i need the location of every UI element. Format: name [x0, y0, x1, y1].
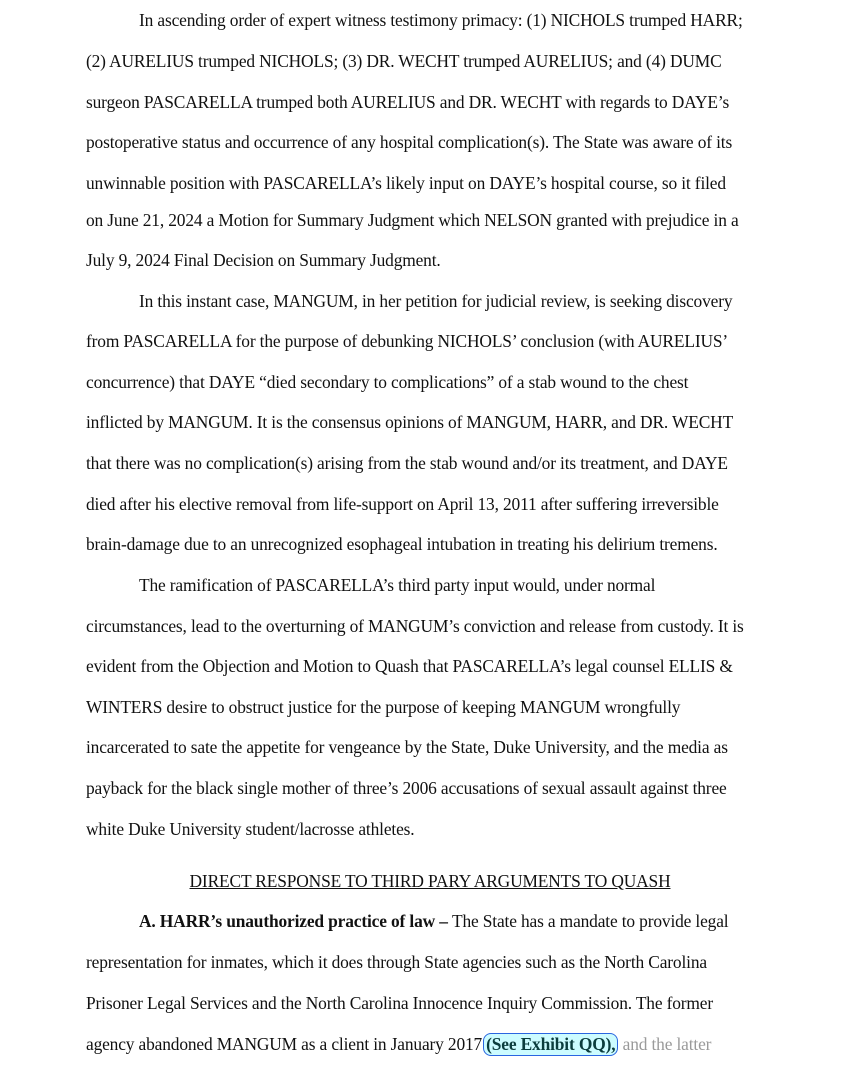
section-a-line-4	[86, 1033, 711, 1056]
section-heading: DIRECT RESPONSE TO THIRD PARY ARGUMENTS TO QUASH	[189, 871, 671, 891]
section-a-line-2: representation for inmates, which it does through State agencies such as the North Carolina	[86, 952, 707, 972]
paragraph-1-line-6: on June 21, 2024 a Motion for Summary Judgment which NELSON granted with prejudice in a	[86, 210, 739, 230]
paragraph-2-line-1: In this instant case, MANGUM, in her petition for judicial review, is seeking discovery	[139, 291, 733, 311]
paragraph-3-line-2: circumstances, lead to the overturning of MANGUM’s conviction and release from custody. It is	[86, 616, 744, 636]
paragraph-3-line-6: payback for the black single mother of three’s 2006 accusations of sexual assault against three	[86, 778, 727, 798]
paragraph-3-line-4: WINTERS desire to obstruct justice for the purpose of keeping MANGUM wrongfully	[86, 697, 681, 717]
paragraph-3-line-1: The ramification of PASCARELLA’s third party input would, under normal	[139, 575, 656, 595]
exhibit-qq-link[interactable]: (See Exhibit QQ),	[483, 1033, 618, 1056]
paragraph-1-line-7: July 9, 2024 Final Decision on Summary Judgment.	[86, 250, 441, 270]
paragraph-2-line-5: that there was no complication(s) arising from the stab wound and/or its treatment, and DAYE	[86, 453, 728, 473]
section-a-line-4-faded-text: and the latter	[618, 1034, 712, 1054]
paragraph-3-line-7: white Duke University student/lacrosse athletes.	[86, 819, 415, 839]
paragraph-3-line-3: evident from the Objection and Motion to Quash that PASCARELLA’s legal counsel ELLIS &	[86, 656, 733, 676]
paragraph-1-line-4: postoperative status and occurrence of any hospital complication(s). The State was aware of its	[86, 132, 733, 152]
section-a-line-1	[139, 911, 728, 931]
section-a-line-1-text: The State has a mandate to provide legal	[451, 911, 729, 931]
paragraph-2-line-4: inflicted by MANGUM. It is the consensus opinions of MANGUM, HARR, and DR. WECHT	[86, 412, 734, 432]
paragraph-1-line-2: (2) AURELIUS trumped NICHOLS; (3) DR. WECHT trumped AURELIUS; and (4) DUMC	[86, 51, 722, 71]
paragraph-1-line-3: surgeon PASCARELLA trumped both AURELIUS and DR. WECHT with regards to DAYE’s	[86, 92, 730, 112]
paragraph-2-line-6: died after his elective removal from life-support on April 13, 2011 after suffering irreversible	[86, 494, 719, 514]
section-a-line-3: Prisoner Legal Services and the North Carolina Innocence Inquiry Commission. The former	[86, 993, 714, 1013]
section-a-dash: –	[435, 911, 452, 931]
paragraph-3-line-5: incarcerated to sate the appetite for vengeance by the State, Duke University, and the media as	[86, 737, 728, 757]
paragraph-2-line-7: brain-damage due to an unrecognized esophageal intubation in treating his delirium tremens.	[86, 534, 718, 554]
paragraph-2-line-2: from PASCARELLA for the purpose of debunking NICHOLS’ conclusion (with AURELIUS’	[86, 331, 729, 351]
paragraph-1-line-5: unwinnable position with PASCARELLA’s likely input on DAYE’s hospital course, so it filed	[86, 173, 726, 193]
section-a-line-4-text: agency abandoned MANGUM as a client in January 2017	[86, 1034, 483, 1054]
section-a-label: A. HARR’s unauthorized practice of law	[139, 911, 436, 931]
paragraph-2-line-3: concurrence) that DAYE “died secondary to complications” of a stab wound to the chest	[86, 372, 689, 392]
paragraph-1-line-1: In ascending order of expert witness testimony primacy: (1) NICHOLS trumped HARR;	[139, 10, 743, 30]
